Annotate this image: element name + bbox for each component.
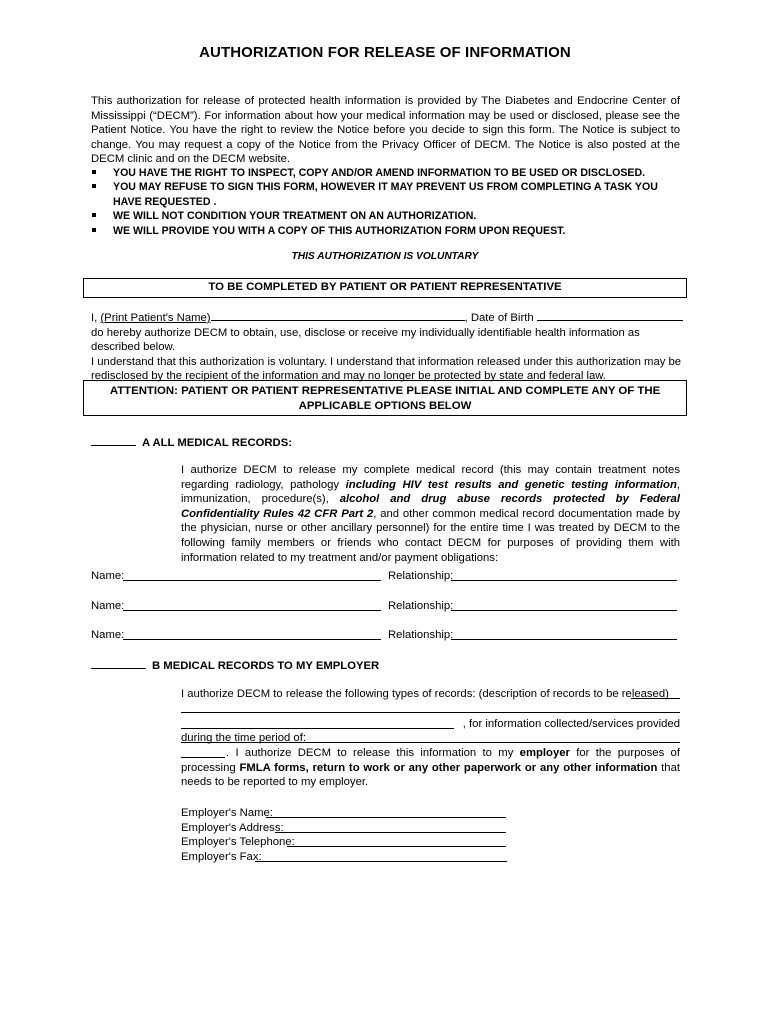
services-provided-text: , for information collected/services provided: [462, 718, 680, 730]
rights-item: WE WILL NOT CONDITION YOUR TREATMENT ON AN AUTHORIZATION.: [91, 209, 680, 223]
section-a-text-1: I authorize DECM to release my complete medical record (this may contain treatment notes regarding radiology, pathology: [181, 464, 680, 491]
name-relationship-row: [91, 599, 681, 614]
attention-box: ATTENTION: PATIENT OR PATIENT REPRESENTATIVE PLEASE INITIAL AND COMPLETE ANY OF THE APPLICABLE OPTIONS BELOW: [83, 380, 687, 416]
name-label: Name:: [91, 600, 125, 612]
name-relationship-row: [91, 569, 681, 584]
records-description-label: I authorize DECM to release the following types of records: (description of records to be released): [181, 688, 669, 700]
section-a-text-2: , immunization, procedure(s),: [181, 478, 680, 506]
time-period-field[interactable]: [181, 742, 680, 743]
rights-list: [91, 166, 680, 238]
section-a-paragraph: [181, 463, 680, 565]
employer-authorization-paragraph: [181, 746, 680, 790]
employer-fax-field[interactable]: [255, 861, 507, 862]
employer-text-3: that needs to be reported to my employer.: [181, 761, 681, 789]
rights-item: YOU MAY REFUSE TO SIGN THIS FORM, HOWEVER IT MAY PREVENT US FROM COMPLETING A TASK YOU HAVE REQUESTED .: [91, 180, 680, 209]
employer-fax-label: Employer's Fax:: [181, 851, 262, 863]
section-a-hiv-emphasis: including HIV test results and genetic testing information: [345, 478, 677, 491]
dob-label: , Date of Birth: [464, 312, 537, 324]
patient-section: [91, 309, 686, 384]
authorize-text: do hereby authorize DECM to obtain, use, disclose or receive my individually identifiable health information as described below.: [91, 326, 640, 354]
voluntary-notice: THIS AUTHORIZATION IS VOLUNTARY: [291, 251, 479, 262]
name-field[interactable]: [123, 580, 381, 581]
document-title: AUTHORIZATION FOR RELEASE OF INFORMATION: [199, 44, 571, 61]
name-label: Name:: [91, 629, 125, 641]
employer-telephone-field[interactable]: [287, 846, 506, 847]
records-description-field-2[interactable]: [181, 712, 680, 713]
section-b-initial-field[interactable]: [91, 657, 146, 669]
section-a-text-3: , and other common medical record documentation made by the physician, nurse or other ancillary personnel) for the entire time I was treated by DECM to the following family members or friends who contact DECM for purposes of providing them with information related to my treatment and/or payment obligations:: [181, 507, 680, 564]
section-b-title: B MEDICAL RECORDS TO MY EMPLOYER: [152, 660, 380, 672]
employer-initial-field[interactable]: [181, 757, 225, 758]
dob-field[interactable]: [537, 309, 683, 321]
time-period-label: during the time period of:: [181, 732, 306, 744]
name-relationship-row: [91, 628, 681, 643]
employer-address-field[interactable]: [275, 832, 506, 833]
section-a-heading: [91, 434, 292, 451]
section-a-cfr-emphasis: alcohol and drug abuse records protected by Federal Confidentiality Rules 42 CFR Part 2: [181, 493, 680, 520]
section-b-heading: [91, 657, 379, 674]
rights-item: WE WILL PROVIDE YOU WITH A COPY OF THIS AUTHORIZATION FORM UPON REQUEST.: [91, 224, 680, 238]
records-description-field[interactable]: [631, 698, 680, 699]
fmla-emphasis: FMLA forms, return to work or any other paperwork or any other information: [239, 761, 658, 774]
print-name-label: (Print Patient's Name): [100, 312, 211, 324]
relationship-label: Relationship:: [388, 629, 454, 641]
patient-name-line: [91, 309, 686, 326]
records-description-field-3[interactable]: [181, 728, 454, 729]
employer-text-1: . I authorize DECM to release this information to my: [226, 747, 520, 759]
patient-prefix: I,: [91, 312, 101, 324]
intro-paragraph: This authorization for release of protected health information is provided by The Diabetes and Endocrine Center of Mississippi (“DECM”). For information about how your medical information may be used or disclosed, please see the Patient Notice. You have the right to review the Notice before you decide to sign this form. The Notice is subject to change. You may request a copy of the Notice from the Privacy Officer of DECM. The Notice is also posted at the DECM clinic and on the DECM website.: [91, 95, 680, 166]
name-label: Name:: [91, 570, 125, 582]
relationship-label: Relationship:: [388, 570, 454, 582]
employer-telephone-label: Employer's Telephone:: [181, 836, 295, 848]
employer-name-field[interactable]: [266, 817, 506, 818]
employer-name-label: Employer's Name:: [181, 807, 273, 819]
relationship-field[interactable]: [451, 580, 677, 581]
section-a-initial-field[interactable]: [91, 434, 136, 446]
relationship-field[interactable]: [451, 639, 677, 640]
employer-emphasis: employer: [519, 747, 570, 759]
section-a-title: A ALL MEDICAL RECORDS:: [142, 437, 292, 449]
employer-text-2: for the purposes of processing: [181, 747, 680, 774]
patient-section-box: TO BE COMPLETED BY PATIENT OR PATIENT REPRESENTATIVE: [83, 278, 687, 298]
name-field[interactable]: [123, 610, 381, 611]
name-field[interactable]: [123, 639, 381, 640]
voluntary-text: I understand that this authorization is voluntary. I understand that information released under this authorization may be redisclosed by the recipient of the information and may no longer be protected by state and federal law.: [91, 355, 682, 383]
patient-name-field[interactable]: [211, 309, 465, 321]
employer-address-label: Employer's Address:: [181, 822, 284, 834]
rights-item: YOU HAVE THE RIGHT TO INSPECT, COPY AND/OR AMEND INFORMATION TO BE USED OR DISCLOSED.: [91, 166, 680, 180]
relationship-field[interactable]: [451, 610, 677, 611]
relationship-label: Relationship:: [388, 600, 454, 612]
